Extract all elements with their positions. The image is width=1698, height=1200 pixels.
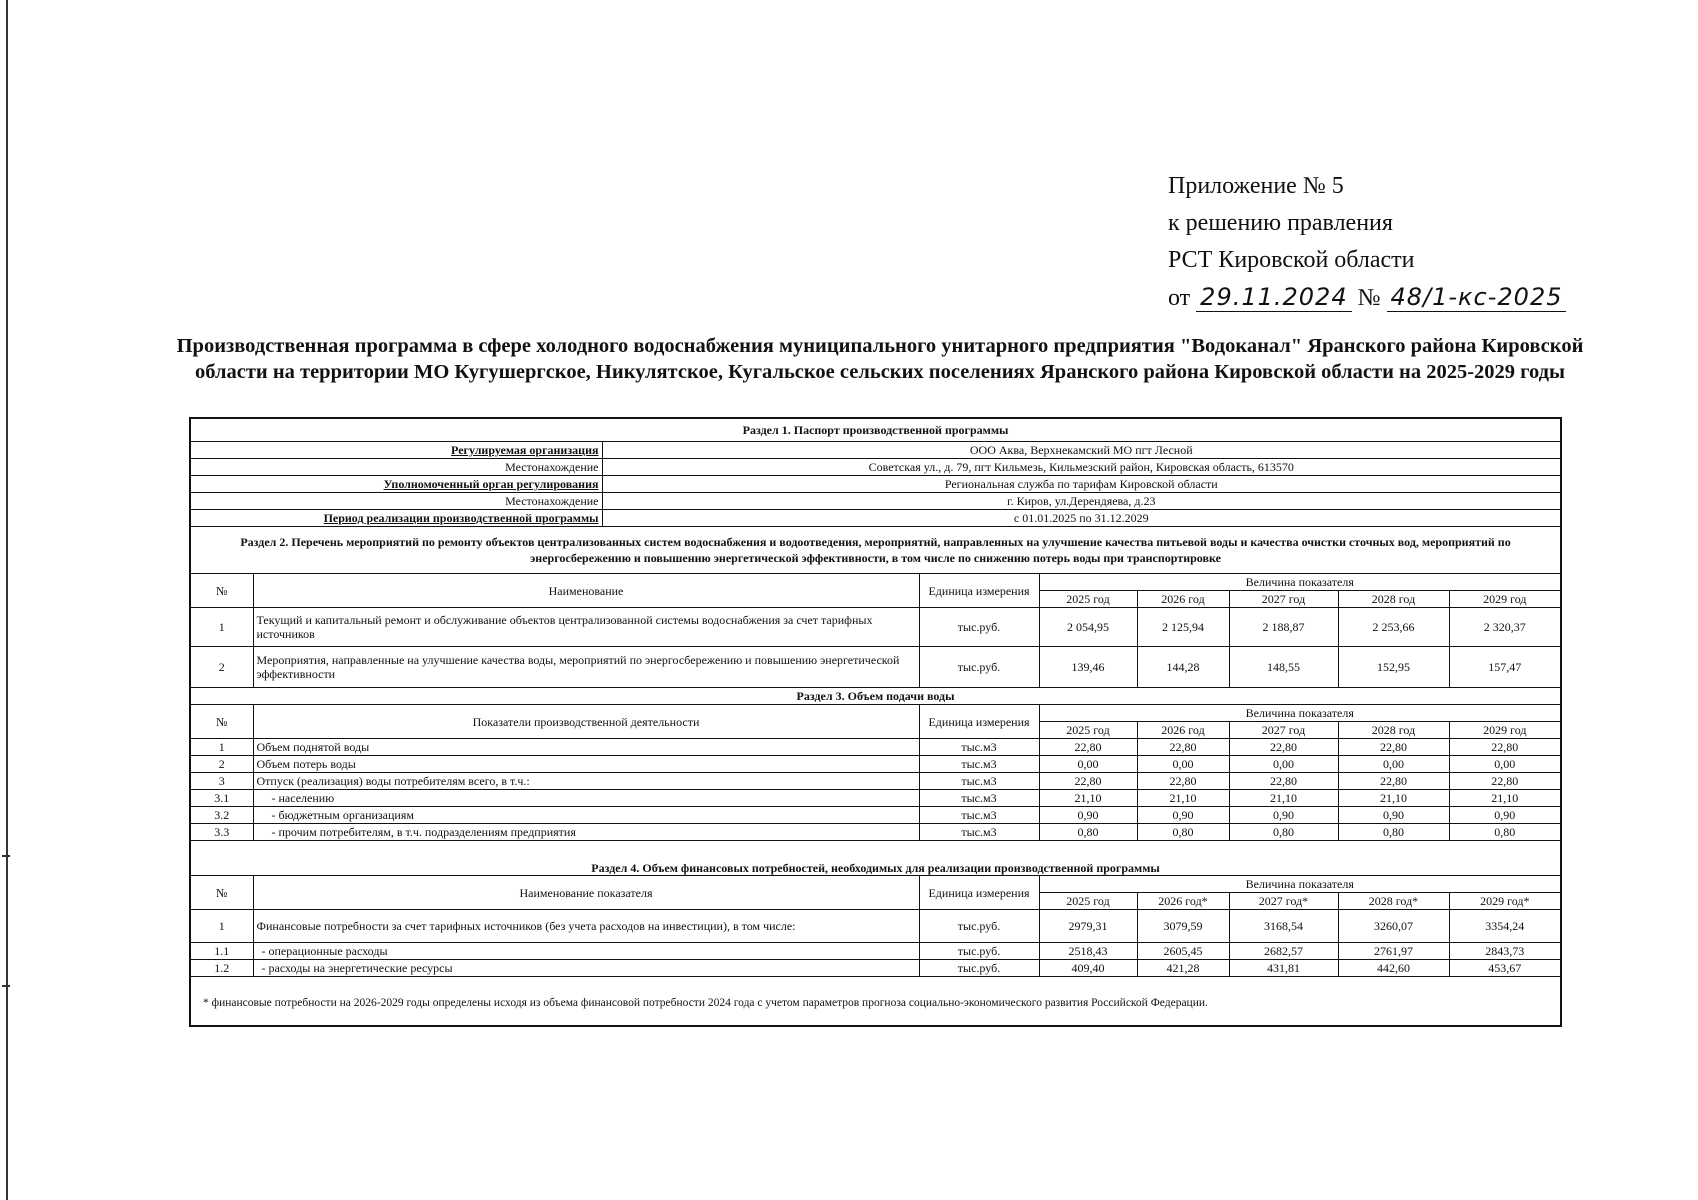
number-label: № <box>1357 285 1381 311</box>
row-value: 22,80 <box>1449 773 1561 790</box>
year-header: 2026 год* <box>1137 893 1229 910</box>
col-num: № <box>190 876 253 910</box>
row-value: 2 320,37 <box>1449 608 1561 647</box>
table-row <box>190 824 1561 841</box>
section2-header-row <box>190 527 1561 574</box>
row-value: 22,80 <box>1449 739 1561 756</box>
row-num: 2 <box>190 756 253 773</box>
row-value: 0,90 <box>1039 807 1137 824</box>
row-value: 0,80 <box>1229 824 1338 841</box>
row-num: 1 <box>190 739 253 756</box>
scan-margin-tick <box>2 985 10 987</box>
passport-value: с 01.01.2025 по 31.12.2029 <box>602 510 1561 527</box>
row-unit: тыс.м3 <box>919 824 1039 841</box>
col-unit: Единица измерения <box>919 574 1039 608</box>
table-row <box>190 790 1561 807</box>
appendix-block <box>1168 168 1566 317</box>
year-header: 2028 год <box>1338 722 1449 739</box>
row-name: - бюджетным организациям <box>253 807 919 824</box>
year-header: 2027 год <box>1229 591 1338 608</box>
section3-column-header <box>190 705 1561 722</box>
row-value: 0,90 <box>1229 807 1338 824</box>
row-value: 22,80 <box>1039 739 1137 756</box>
row-value: 442,60 <box>1338 960 1449 977</box>
section3-title: Раздел 3. Объем подачи воды <box>190 688 1561 705</box>
year-header: 2027 год <box>1229 722 1338 739</box>
passport-value: Региональная служба по тарифам Кировской области <box>602 476 1561 493</box>
row-value: 0,90 <box>1338 807 1449 824</box>
appendix-date-line <box>1168 279 1566 317</box>
handwritten-number: 48/1-кс-2025 <box>1387 283 1567 312</box>
row-unit: тыс.руб. <box>919 960 1039 977</box>
table-row <box>190 807 1561 824</box>
document-title: Производственная программа в сфере холодного водоснабжения муниципального унитарного предприятия "Водоканал" Яранского района Кировской области на территории МО Кугушергское, Никулятское, Кугальское сельских поселениях Яранского района Кировской области на 2025-2029 годы <box>176 335 1584 383</box>
row-value: 3354,24 <box>1449 910 1561 943</box>
passport-label: Регулируемая организация <box>190 442 602 459</box>
row-num: 2 <box>190 647 253 688</box>
year-header: 2029 год* <box>1449 893 1561 910</box>
table-row <box>190 608 1561 647</box>
row-value: 22,80 <box>1338 739 1449 756</box>
row-value: 152,95 <box>1338 647 1449 688</box>
row-name: - населению <box>253 790 919 807</box>
row-value: 144,28 <box>1137 647 1229 688</box>
row-value: 2518,43 <box>1039 943 1137 960</box>
section1-header-row <box>190 418 1561 442</box>
row-value: 139,46 <box>1039 647 1137 688</box>
row-unit: тыс.руб. <box>919 608 1039 647</box>
row-num: 3.2 <box>190 807 253 824</box>
row-name: Объем потерь воды <box>253 756 919 773</box>
passport-value: ООО Аква, Верхнекамский МО пгт Лесной <box>602 442 1561 459</box>
row-value: 2 054,95 <box>1039 608 1137 647</box>
table-row <box>190 960 1561 977</box>
row-value: 0,90 <box>1449 807 1561 824</box>
row-unit: тыс.м3 <box>919 773 1039 790</box>
row-value: 421,28 <box>1137 960 1229 977</box>
passport-label: Уполномоченный орган регулирования <box>190 476 602 493</box>
row-value: 2979,31 <box>1039 910 1137 943</box>
row-value: 22,80 <box>1229 773 1338 790</box>
row-value: 22,80 <box>1137 739 1229 756</box>
row-name: Текущий и капитальный ремонт и обслуживание объектов централизованной системы водоснабжения за счет тарифных источников <box>253 608 919 647</box>
row-num: 1.1 <box>190 943 253 960</box>
row-value: 21,10 <box>1338 790 1449 807</box>
from-label: от <box>1168 285 1191 311</box>
passport-value: г. Киров, ул.Дерендяева, д.23 <box>602 493 1561 510</box>
row-unit: тыс.руб. <box>919 647 1039 688</box>
year-header: 2027 год* <box>1229 893 1338 910</box>
row-unit: тыс.м3 <box>919 807 1039 824</box>
row-value: 157,47 <box>1449 647 1561 688</box>
col-name: Показатели производственной деятельности <box>253 705 919 739</box>
row-value: 22,80 <box>1338 773 1449 790</box>
row-value: 22,80 <box>1039 773 1137 790</box>
row-value: 409,40 <box>1039 960 1137 977</box>
row-value: 0,80 <box>1137 824 1229 841</box>
row-value: 3168,54 <box>1229 910 1338 943</box>
row-name: Отпуск (реализация) воды потребителям всего, в т.ч.: <box>253 773 919 790</box>
section2-column-header <box>190 574 1561 591</box>
year-header: 2028 год* <box>1338 893 1449 910</box>
row-value: 21,10 <box>1039 790 1137 807</box>
section4-header-row <box>190 841 1561 876</box>
row-value: 0,00 <box>1229 756 1338 773</box>
row-name: Объем поднятой воды <box>253 739 919 756</box>
col-value: Величина показателя <box>1039 705 1561 722</box>
section3-header-row <box>190 688 1561 705</box>
row-value: 22,80 <box>1229 739 1338 756</box>
row-name: - прочим потребителям, в т.ч. подразделениям предприятия <box>253 824 919 841</box>
row-value: 2 125,94 <box>1137 608 1229 647</box>
table-row <box>190 756 1561 773</box>
row-num: 3 <box>190 773 253 790</box>
passport-row <box>190 476 1561 493</box>
row-value: 2 188,87 <box>1229 608 1338 647</box>
row-value: 148,55 <box>1229 647 1338 688</box>
year-header: 2029 год <box>1449 591 1561 608</box>
row-value: 0,80 <box>1338 824 1449 841</box>
row-value: 0,00 <box>1137 756 1229 773</box>
row-value: 21,10 <box>1137 790 1229 807</box>
table-row <box>190 773 1561 790</box>
year-header: 2025 год <box>1039 893 1137 910</box>
row-name: Финансовые потребности за счет тарифных источников (без учета расходов на инвестиции), в том числе: <box>253 910 919 943</box>
row-value: 0,00 <box>1449 756 1561 773</box>
row-unit: тыс.руб. <box>919 910 1039 943</box>
passport-value: Советская ул., д. 79, пгт Кильмезь, Кильмезский район, Кировская область, 613570 <box>602 459 1561 476</box>
row-value: 453,67 <box>1449 960 1561 977</box>
col-unit: Единица измерения <box>919 876 1039 910</box>
scan-margin-line <box>6 0 8 1200</box>
table-row <box>190 943 1561 960</box>
row-value: 0,80 <box>1449 824 1561 841</box>
passport-label: Местонахождение <box>190 493 602 510</box>
table-row <box>190 910 1561 943</box>
row-value: 2 253,66 <box>1338 608 1449 647</box>
row-num: 3.1 <box>190 790 253 807</box>
section2-title: Раздел 2. Перечень мероприятий по ремонту объектов централизованных систем водоснабжения и водоотведения, мероприятий, направленных на улучшение качества питьевой воды и качества очистки сточных вод, мероприятий по энергосбережению и повышению энергетической эффективности, в том числе по снижению потерь воды при транспортировке <box>190 527 1561 574</box>
row-unit: тыс.м3 <box>919 790 1039 807</box>
row-value: 3260,07 <box>1338 910 1449 943</box>
passport-row <box>190 493 1561 510</box>
row-num: 3.3 <box>190 824 253 841</box>
passport-row <box>190 442 1561 459</box>
appendix-number: Приложение № 5 <box>1168 173 1344 199</box>
passport-label: Период реализации производственной программы <box>190 510 602 527</box>
row-num: 1.2 <box>190 960 253 977</box>
passport-row <box>190 459 1561 476</box>
handwritten-date: 29.11.2024 <box>1196 283 1351 312</box>
row-name: Мероприятия, направленные на улучшение качества воды, мероприятий по энергосбережению и повышению энергетической эффективности <box>253 647 919 688</box>
row-value: 2605,45 <box>1137 943 1229 960</box>
row-value: 2761,97 <box>1338 943 1449 960</box>
row-num: 1 <box>190 910 253 943</box>
row-value: 0,00 <box>1039 756 1137 773</box>
table-row <box>190 647 1561 688</box>
row-name: - операционные расходы <box>253 943 919 960</box>
col-num: № <box>190 705 253 739</box>
row-value: 22,80 <box>1137 773 1229 790</box>
row-value: 431,81 <box>1229 960 1338 977</box>
col-name: Наименование <box>253 574 919 608</box>
passport-row <box>190 510 1561 527</box>
appendix-authority: РСТ Кировской области <box>1168 247 1415 273</box>
row-value: 2682,57 <box>1229 943 1338 960</box>
row-value: 21,10 <box>1449 790 1561 807</box>
row-value: 21,10 <box>1229 790 1338 807</box>
year-header: 2025 год <box>1039 722 1137 739</box>
footnote: * финансовые потребности на 2026-2029 годы определены исходя из объема финансовой потребности 2024 года с учетом параметров прогноза социально-экономического развития Российской Федерации. <box>190 977 1561 1027</box>
year-header: 2026 год <box>1137 591 1229 608</box>
passport-label: Местонахождение <box>190 459 602 476</box>
table-row <box>190 739 1561 756</box>
section4-column-header <box>190 876 1561 893</box>
program-table <box>189 417 1562 1027</box>
row-value: 2843,73 <box>1449 943 1561 960</box>
col-name: Наименование показателя <box>253 876 919 910</box>
row-num: 1 <box>190 608 253 647</box>
row-value: 0,90 <box>1137 807 1229 824</box>
section1-title: Раздел 1. Паспорт производственной программы <box>190 418 1561 442</box>
footnote-row <box>190 977 1561 1027</box>
row-unit: тыс.руб. <box>919 943 1039 960</box>
year-header: 2029 год <box>1449 722 1561 739</box>
appendix-decision: к решению правления <box>1168 210 1393 236</box>
row-value: 0,80 <box>1039 824 1137 841</box>
col-value: Величина показателя <box>1039 876 1561 893</box>
row-value: 0,00 <box>1338 756 1449 773</box>
year-header: 2026 год <box>1137 722 1229 739</box>
row-value: 3079,59 <box>1137 910 1229 943</box>
row-unit: тыс.м3 <box>919 756 1039 773</box>
col-unit: Единица измерения <box>919 705 1039 739</box>
year-header: 2028 год <box>1338 591 1449 608</box>
row-name: - расходы на энергетические ресурсы <box>253 960 919 977</box>
scan-margin-tick <box>2 855 10 857</box>
section4-title: Раздел 4. Объем финансовых потребностей, необходимых для реализации производственной программы <box>190 841 1561 876</box>
col-value: Величина показателя <box>1039 574 1561 591</box>
year-header: 2025 год <box>1039 591 1137 608</box>
col-num: № <box>190 574 253 608</box>
row-unit: тыс.м3 <box>919 739 1039 756</box>
